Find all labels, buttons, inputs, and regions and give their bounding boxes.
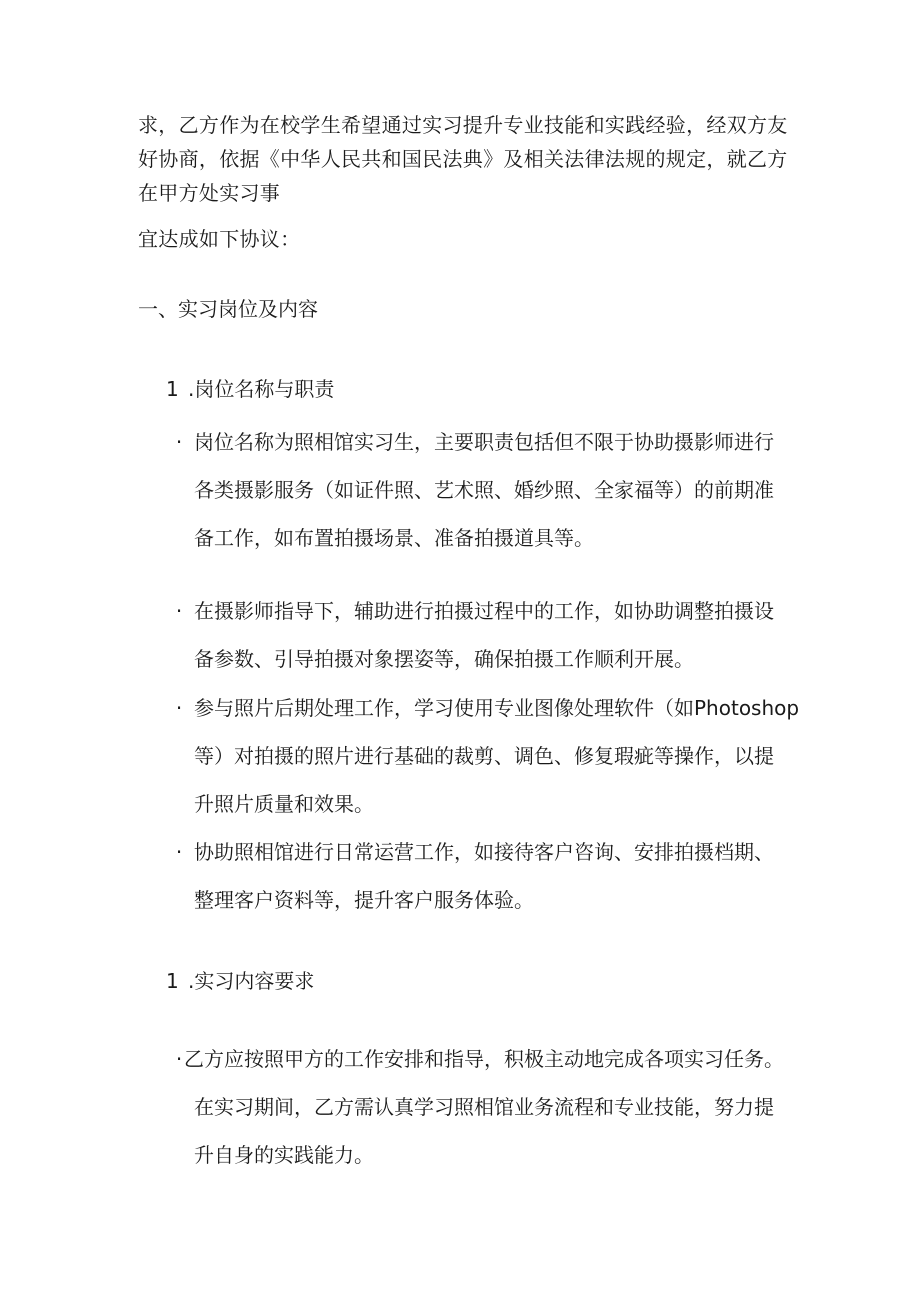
intro-line: 求，乙方作为在校学生希望通过实习提升专业技能和实践经验，经双方友 — [138, 113, 788, 137]
list-item-text — [194, 684, 800, 828]
text-line: 等）对拍摄的照片进行基础的裁剪、调色、修复瑕疵等操作，以提 — [194, 744, 774, 768]
text-line: 协助照相馆进行日常运营工作，如接待客户咨询、安排拍摄档期、 — [194, 840, 774, 864]
text-line: 乙方应按照甲方的工作安排和指导，积极主动地完成各项实习任务。 — [184, 1047, 784, 1071]
text-line: 各类摄影服务（如证件照、艺术照、婚纱照、全家福等）的前期准 — [194, 478, 774, 502]
text-line: 在摄影师指导下，辅助进行拍摄过程中的工作，如协助调整拍摄设 — [194, 599, 774, 623]
intro-closing: 宜达成如下协议： — [138, 227, 301, 251]
subsection-title: .实习内容要求 — [188, 969, 315, 993]
bullet-marker: · — [175, 599, 183, 623]
section-heading: 一、实习岗位及内容 — [138, 297, 318, 321]
subsection-heading — [166, 964, 314, 998]
list-item-text — [194, 828, 794, 924]
list-item-text — [194, 587, 794, 683]
subsection-number: 1 — [166, 377, 179, 401]
text-line: 参与照片后期处理工作，学习使用专业图像处理软件（如Photoshop — [194, 696, 800, 720]
bullet-marker: · — [175, 840, 183, 864]
bullet-marker: · — [175, 1047, 183, 1071]
text-line: 升自身的实践能力。 — [194, 1143, 374, 1167]
text-line: 岗位名称为照相馆实习生，主要职责包括但不限于协助摄影师进行 — [194, 430, 774, 454]
bullet-marker: · — [175, 430, 183, 454]
text-line: 备参数、引导拍摄对象摆姿等，确保拍摄工作顺利开展。 — [194, 647, 694, 671]
subsection-heading — [166, 372, 334, 406]
bullet-marker: · — [175, 696, 183, 720]
list-item-text — [194, 418, 794, 562]
text-line: 整理客户资料等，提升客户服务体验。 — [194, 888, 534, 912]
text-line: 在实习期间，乙方需认真学习照相馆业务流程和专业技能，努力提 — [194, 1095, 774, 1119]
intro-line: 在甲方处实习事 — [138, 181, 281, 205]
subsection-title: .岗位名称与职责 — [188, 377, 335, 401]
intro-line: 好协商，依据《中华人民共和国民法典》及相关法律法规的规定，就乙方 — [138, 147, 788, 171]
text-line: 升照片质量和效果。 — [194, 792, 374, 816]
text-line: 备工作，如布置拍摄场景、准备拍摄道具等。 — [194, 526, 594, 550]
list-item-text — [184, 1035, 784, 1179]
intro-paragraph — [138, 108, 798, 256]
subsection-number: 1 — [166, 969, 179, 993]
